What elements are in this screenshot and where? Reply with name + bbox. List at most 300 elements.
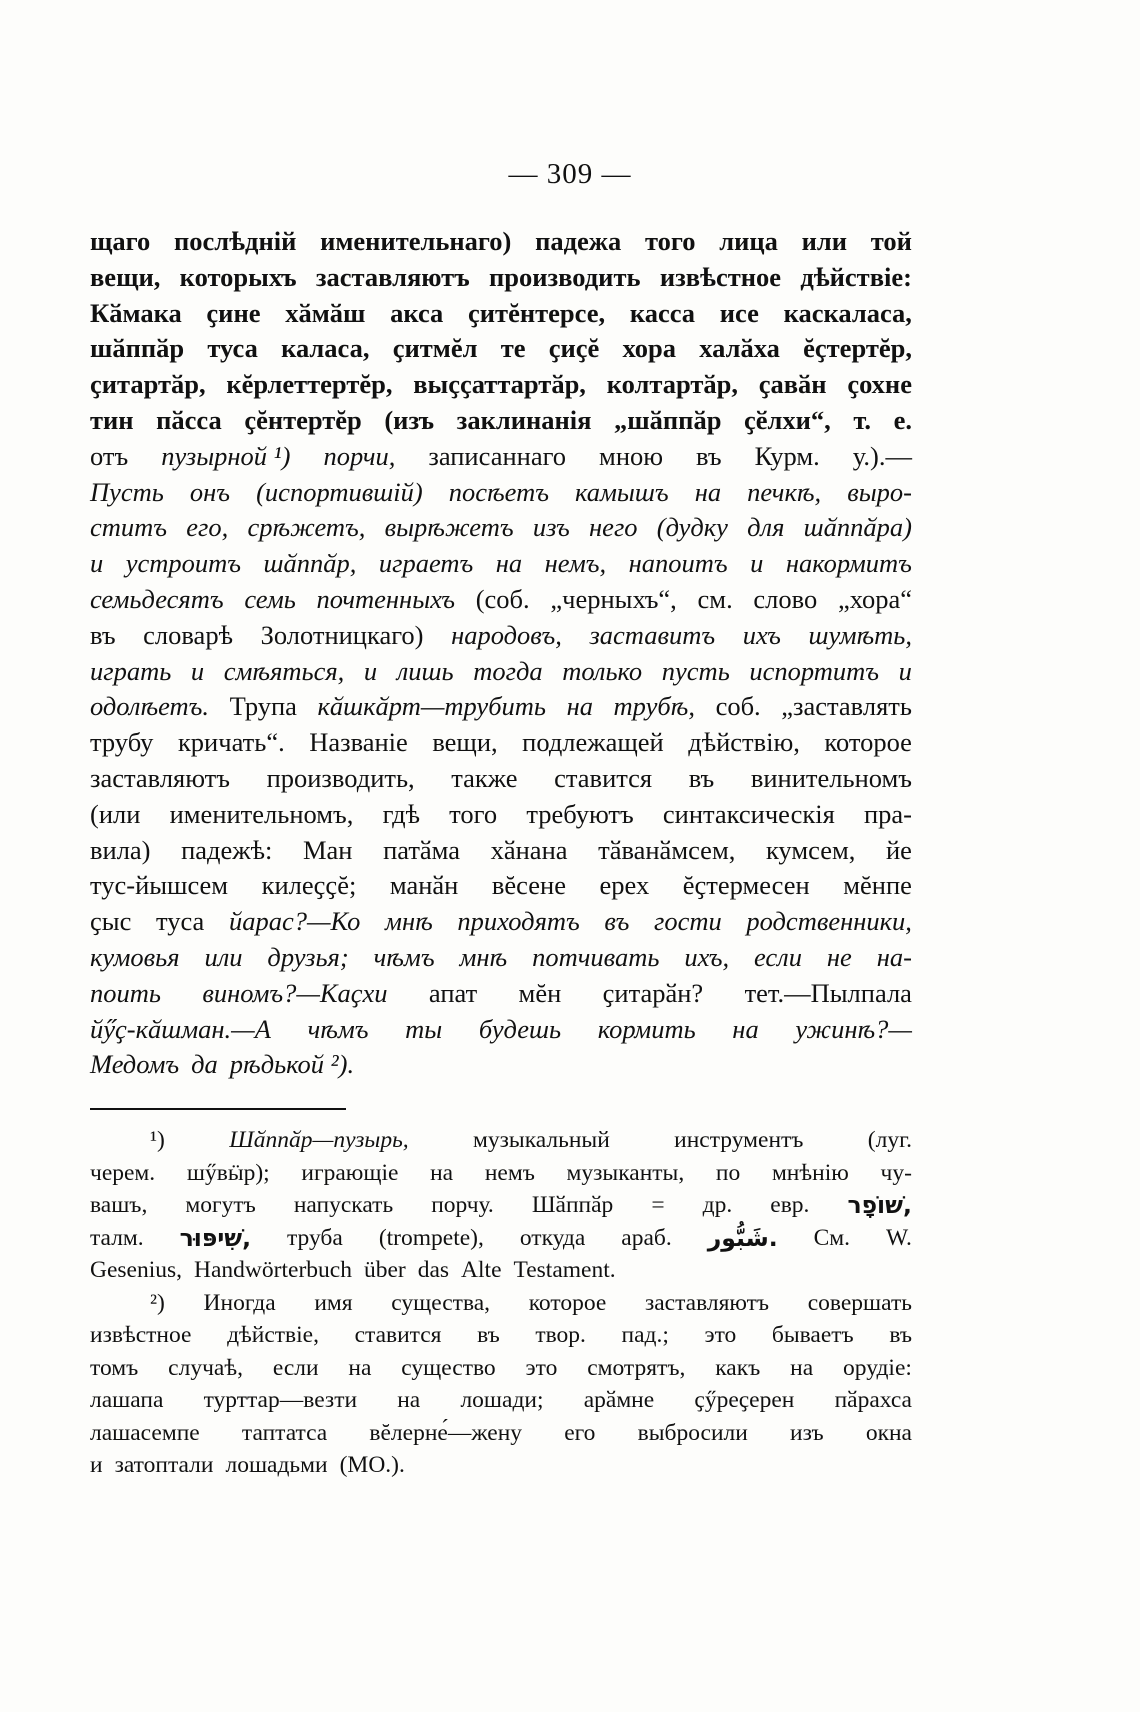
word: печкѣ, — [747, 476, 822, 507]
word: синтаксическія — [662, 798, 835, 829]
word: Названіе — [309, 727, 408, 758]
text-line — [90, 331, 912, 367]
word: въ — [696, 440, 722, 471]
word: по — [715, 1159, 741, 1186]
word: таптатса — [241, 1419, 328, 1446]
footnote-line — [90, 1189, 912, 1222]
word: ставится — [554, 762, 653, 793]
word: и — [90, 1452, 103, 1478]
text-line — [90, 904, 912, 940]
text-line — [90, 582, 912, 618]
word: на- — [876, 941, 912, 972]
word: тогда — [473, 655, 543, 686]
word: „заставлять — [781, 691, 912, 722]
word: порчу. — [431, 1192, 494, 1218]
word: мĕн — [518, 977, 562, 1008]
word: шӑппӑра) — [803, 512, 912, 543]
word: на — [430, 1159, 454, 1186]
word: извѣстное — [659, 261, 782, 292]
word: подлежащей — [522, 727, 664, 758]
text-line — [90, 868, 912, 904]
word: лошадьми — [225, 1452, 328, 1478]
word: винительномъ — [750, 762, 912, 793]
word: и — [898, 655, 912, 686]
word: (trompete), — [378, 1224, 484, 1251]
word: на — [790, 1354, 814, 1381]
word: ҫавӑн — [758, 369, 827, 400]
word: твор. — [535, 1322, 586, 1348]
word: др. — [702, 1192, 733, 1218]
word: Кӑмака — [90, 297, 182, 328]
footnote-line — [90, 1384, 912, 1417]
word: Курм. — [754, 440, 820, 471]
word: кормить — [597, 1013, 696, 1044]
word: изъ — [532, 512, 570, 543]
word: играетъ — [378, 548, 474, 579]
word: мнѣ — [385, 906, 433, 937]
word: поить — [90, 977, 161, 1008]
word: совершать — [807, 1289, 912, 1316]
word: „шӑппӑр — [614, 404, 722, 435]
footnote-line — [90, 1287, 912, 1320]
word: того — [644, 226, 696, 256]
word: порчи, — [323, 440, 396, 471]
text-line — [90, 546, 912, 582]
word: трубѣ, — [613, 691, 695, 722]
word: тин — [90, 404, 134, 435]
word: вĕсене — [491, 870, 566, 901]
word: (дудку — [656, 512, 728, 543]
word: арӑмне — [583, 1387, 655, 1413]
word: (соб. — [475, 583, 530, 614]
word: вашъ, — [90, 1192, 148, 1218]
text-line — [90, 403, 912, 439]
text-line — [90, 1012, 912, 1048]
word: гдѣ — [382, 798, 420, 829]
word: требуютъ — [526, 798, 634, 829]
word: устроитъ — [125, 548, 242, 579]
word: лошади; — [460, 1387, 544, 1413]
word: хора — [622, 333, 677, 364]
word: кĕрлеттертĕр, — [226, 369, 393, 400]
word: ҫӗлхи“, — [744, 404, 831, 435]
word: ужинѣ?— — [795, 1013, 912, 1044]
word: Медомъ — [90, 1049, 180, 1080]
text-line — [90, 224, 912, 260]
word: апат — [428, 977, 478, 1008]
word: ихъ — [742, 619, 781, 650]
word: (испортившій) — [256, 476, 423, 507]
word: именительнаго) — [320, 226, 512, 256]
word: въ — [90, 619, 116, 650]
word: (или — [90, 798, 141, 829]
word: каласа, — [281, 333, 370, 364]
word: Alte — [461, 1257, 502, 1283]
word: Шӑппӑр — [531, 1192, 614, 1218]
word: заставляютъ — [90, 762, 230, 793]
word: туса — [155, 906, 205, 937]
word: тӑванӑмсем, — [598, 834, 736, 865]
text-line — [90, 260, 912, 296]
footnote-line — [90, 1319, 912, 1352]
word: если — [753, 941, 802, 972]
word: „хора“ — [837, 583, 912, 614]
word: также — [451, 762, 518, 793]
word: касса — [629, 297, 696, 328]
word: да — [191, 1049, 218, 1080]
word: См. — [813, 1224, 851, 1251]
word: исе — [719, 297, 759, 328]
word: черем. — [90, 1159, 156, 1186]
word: накормитъ — [785, 548, 912, 579]
word: акса — [390, 297, 444, 328]
word: мною — [599, 440, 664, 471]
word: (изъ — [384, 404, 435, 435]
word: музыкальный — [473, 1127, 610, 1153]
text-line — [90, 475, 912, 511]
text-line — [90, 654, 912, 690]
word: вырѣжетъ — [384, 512, 514, 543]
word: срѣжетъ, — [247, 512, 366, 543]
word: شَبُّور. — [707, 1223, 778, 1252]
word: ҫине — [206, 297, 261, 328]
word: ститъ — [90, 512, 168, 543]
word: записаннаго — [428, 440, 567, 471]
word: кумсем, — [765, 834, 856, 865]
word: или — [204, 941, 243, 972]
word: испортитъ — [749, 655, 880, 686]
main-text — [90, 224, 912, 1083]
word: заклинанія — [456, 404, 592, 435]
word: пусть — [661, 655, 730, 686]
word: народовъ, — [451, 619, 562, 650]
word: ҫӳреҫерен — [694, 1387, 795, 1413]
text-line — [90, 797, 912, 833]
word: талм. — [90, 1224, 144, 1251]
word: см. — [697, 583, 733, 614]
word: Иногда — [203, 1289, 276, 1316]
footnote-line — [90, 1222, 912, 1255]
word: друзья; — [267, 941, 349, 972]
word: Пусть — [90, 476, 164, 507]
word: ҫыс — [90, 906, 132, 937]
word: въ — [604, 906, 630, 937]
word: чу- — [880, 1159, 912, 1186]
word: = — [651, 1192, 665, 1218]
footnote-line — [90, 1124, 912, 1157]
word: это — [525, 1354, 558, 1381]
word: почтенныхъ — [316, 583, 455, 614]
word: е. — [893, 404, 912, 435]
word: семьдесятъ — [90, 583, 224, 614]
word: über — [363, 1257, 406, 1283]
word: производить, — [266, 762, 415, 793]
footnote-line — [90, 1157, 912, 1190]
word: напускать — [293, 1192, 394, 1218]
word: йарас?—Ко — [228, 906, 361, 937]
text-line — [90, 510, 912, 546]
word: Трупа — [229, 691, 297, 722]
word: каскаласа, — [783, 297, 912, 328]
text-line — [90, 296, 912, 332]
word: ҫитĕнтерсе, — [468, 297, 606, 328]
word: ҫохне — [847, 369, 912, 400]
word: ¹) — [150, 1127, 165, 1153]
word: мĕнпе — [843, 870, 912, 901]
word: смѣяться, — [223, 655, 345, 686]
word: рѣдькой ²). — [229, 1049, 355, 1080]
word: евр. — [770, 1192, 810, 1218]
word: того — [449, 798, 498, 829]
word: лишь — [396, 655, 454, 686]
word: шӑппӑр — [90, 333, 185, 364]
word: das — [417, 1257, 450, 1283]
word: гости — [653, 906, 722, 937]
word: окна — [865, 1419, 912, 1446]
word: йе — [885, 834, 912, 865]
word: у.).— — [852, 440, 912, 471]
word: или — [801, 226, 848, 256]
word: ҫĕнтертĕр — [244, 404, 362, 435]
footnote-line — [90, 1449, 912, 1482]
word: послѣдній — [173, 226, 297, 256]
word: случаѣ, — [168, 1354, 243, 1381]
word: трубу — [90, 727, 154, 758]
word: словарѣ — [143, 619, 233, 650]
text-line — [90, 833, 912, 869]
word: въ — [688, 762, 715, 793]
word: манӑн — [389, 870, 459, 901]
word: халӑха — [699, 333, 780, 364]
word: для — [747, 512, 785, 543]
word: труба — [287, 1224, 343, 1251]
word: пузырной ¹) — [161, 440, 291, 471]
word: чѣмъ — [307, 1013, 369, 1044]
word: кумовья — [90, 941, 180, 972]
text-line — [90, 725, 912, 761]
word: соб. — [715, 691, 761, 722]
word: слово — [753, 583, 818, 614]
word: и — [750, 548, 764, 579]
word: шумѣть, — [808, 619, 912, 650]
word: него — [589, 512, 638, 543]
footnote-line — [90, 1352, 912, 1385]
word: немъ, — [544, 548, 607, 579]
word: ҫитартӑр, — [90, 369, 206, 400]
word: „черныхъ“, — [550, 583, 677, 614]
text-line — [90, 761, 912, 797]
word: отъ — [90, 440, 129, 471]
word: существо — [401, 1354, 496, 1381]
page-number: — 309 — — [508, 158, 632, 190]
word: потчивать — [532, 941, 660, 972]
word: онъ — [189, 476, 231, 507]
word: той — [870, 226, 912, 256]
word: заставляютъ — [315, 261, 470, 292]
word: שִׁיפּוּר, — [179, 1223, 252, 1252]
word: хӑмӑш — [285, 297, 366, 328]
word: пӑсса — [156, 404, 222, 435]
footnotes — [90, 1124, 912, 1482]
word: (МО.). — [339, 1452, 405, 1478]
word: пра- — [863, 798, 912, 829]
word: инструментъ — [674, 1127, 804, 1153]
text-line — [90, 689, 912, 725]
word: именительномъ, — [169, 798, 354, 829]
word: выбросили — [637, 1419, 748, 1446]
word: тус-йышсем — [90, 870, 229, 901]
word: смотрятъ, — [587, 1354, 686, 1381]
word: играть — [90, 655, 172, 686]
word: не — [826, 941, 852, 972]
word: выҫҫаттартӑр, — [413, 369, 586, 400]
word: падежа — [535, 226, 622, 256]
word: которое — [824, 727, 912, 758]
word: которое — [528, 1289, 607, 1316]
word: будешь — [478, 1013, 562, 1044]
word: Ман — [302, 834, 353, 865]
word: колтартӑр, — [606, 369, 738, 400]
word: т. — [853, 404, 872, 435]
word: лашапа — [90, 1387, 164, 1413]
word: ҫиҫĕ — [548, 333, 600, 364]
word: тет.—Пылпала — [744, 977, 912, 1008]
word: какъ — [715, 1354, 761, 1381]
word: туса — [207, 333, 258, 364]
word: араб. — [621, 1224, 672, 1251]
word: щаго — [90, 226, 151, 256]
word: и — [363, 655, 378, 686]
word: существа, — [391, 1289, 491, 1316]
word: вила) — [90, 834, 151, 865]
word: могутъ — [185, 1192, 256, 1218]
footnote-line — [90, 1417, 912, 1450]
word: въ — [477, 1322, 500, 1348]
word: пад.; — [621, 1322, 669, 1348]
word: ты — [405, 1013, 443, 1044]
word: откуда — [519, 1224, 586, 1251]
word: его — [564, 1419, 596, 1446]
word: хӑнана — [490, 834, 568, 865]
word: одолѣетъ. — [90, 691, 210, 722]
word: турттар—везти — [203, 1387, 358, 1413]
word: извѣстное — [90, 1322, 192, 1348]
word: килеҫҫĕ; — [261, 870, 357, 901]
word: шӳвӹр); — [186, 1159, 270, 1186]
word: и — [90, 548, 104, 579]
word: орудіе: — [843, 1354, 912, 1381]
text-line — [90, 940, 912, 976]
word: (луг. — [867, 1127, 912, 1153]
word: ҫитарӑн? — [602, 977, 704, 1008]
word: лица — [719, 226, 778, 256]
word: ихъ, — [684, 941, 730, 972]
word: вещи, — [432, 727, 498, 758]
word: ҫитмĕл — [392, 333, 478, 364]
footnote-rule — [90, 1108, 346, 1110]
word: и — [190, 655, 205, 686]
word: ĕҫтермесен — [682, 870, 810, 901]
word: Золотницкаго) — [260, 619, 424, 650]
text-line — [90, 618, 912, 654]
word: вещи, — [90, 261, 161, 292]
word: лашасемпе — [90, 1419, 200, 1446]
word: на — [566, 691, 593, 722]
word: пӑрахса — [834, 1387, 912, 1413]
word: те — [500, 333, 526, 364]
word: на — [495, 548, 523, 579]
word: виномъ?—Каҫхи — [202, 977, 388, 1008]
word: ерех — [599, 870, 650, 901]
word: томъ — [90, 1354, 139, 1381]
word: мнѣ — [459, 941, 508, 972]
word: его, — [186, 512, 229, 543]
word: Testament. — [513, 1257, 616, 1283]
word: родственники, — [746, 906, 912, 937]
word: W. — [886, 1224, 912, 1251]
word: ставится — [354, 1322, 442, 1348]
word: шӑппӑр, — [263, 548, 357, 579]
word: приходятъ — [457, 906, 580, 937]
footnote-line — [90, 1254, 912, 1287]
word: камышъ — [575, 476, 669, 507]
word: напоитъ — [628, 548, 728, 579]
word: заставляютъ — [644, 1289, 770, 1316]
word: производить — [488, 261, 641, 292]
word: только — [562, 655, 643, 686]
word: это — [704, 1322, 737, 1348]
word: ĕҫтертĕр, — [803, 333, 912, 364]
word: дѣйствію, — [688, 727, 800, 758]
word: Gesenius, — [90, 1257, 183, 1283]
word: играющіе — [301, 1159, 399, 1186]
word: падежѣ: — [181, 834, 273, 865]
word: кричать“. — [177, 727, 285, 758]
word: музыканты, — [566, 1159, 685, 1186]
text-line — [90, 439, 912, 475]
word: дѣйствіе, — [227, 1322, 319, 1348]
word: שׁוֹפָר, — [847, 1191, 912, 1219]
word: семь — [244, 583, 296, 614]
word: посѣетъ — [448, 476, 549, 507]
word: заставитъ — [589, 619, 716, 650]
word: если — [272, 1354, 319, 1381]
word: на — [397, 1387, 421, 1413]
word: бываетъ — [771, 1322, 854, 1348]
word: кӑшкӑрт—трубить — [317, 691, 546, 722]
word: затоптали — [114, 1452, 214, 1478]
word: чѣмъ — [373, 941, 435, 972]
word: немъ — [484, 1159, 535, 1186]
text-line — [90, 976, 912, 1012]
word: патӑма — [383, 834, 461, 865]
word: на — [694, 476, 722, 507]
word: имя — [314, 1289, 353, 1316]
word: изъ — [790, 1419, 824, 1446]
word: на — [348, 1354, 372, 1381]
word: мнѣнію — [771, 1159, 849, 1186]
word: Handwörterbuch — [194, 1257, 352, 1283]
word: въ — [889, 1322, 912, 1348]
word: йӳҫ-кӑшман.—А — [90, 1013, 271, 1044]
text-line — [90, 367, 912, 403]
word: вĕлерне́—жену — [369, 1419, 523, 1446]
word: ²) — [150, 1289, 165, 1316]
word: Шӑппӑр—пузырь, — [229, 1127, 409, 1153]
word: дѣйствіе: — [800, 261, 912, 292]
word: на — [732, 1013, 759, 1044]
text-line — [90, 1047, 912, 1083]
